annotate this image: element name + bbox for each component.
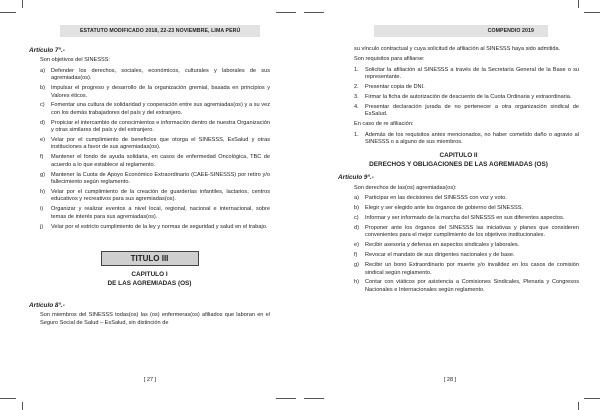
page-number: [ 27 ] (143, 377, 157, 383)
list-item: c) Informar y ser informado de la marcha del SINESSS en sus diferentes aspectos. (354, 215, 565, 222)
running-header-text: COMPENDIO 2019 (487, 28, 534, 34)
chapter-name: DERECHOS Y OBLIGACIONES DE LAS AGREMIADAS (OS) (369, 161, 548, 169)
list-item: f) Revocar el mandato de sus dirigentes nacionales y de base. (354, 252, 515, 259)
reaffiliation-intro: En caso de re afiliación: (354, 121, 414, 128)
article-7-intro: Son objetivos del SINESSS: (40, 57, 110, 64)
article-9-intro: Son derechos de las(os) agremiadas(os): (354, 184, 457, 191)
article-9-title: Artículo 9°.- (338, 174, 374, 182)
requirements-intro: Son requisitos para afiliarse: (354, 56, 425, 63)
list-item: d) Proponer ante los órganos del SINESSS las iniciativas y planes que consideren convenientes para el mejor cumplimiento de los objetivos institucionales. (354, 225, 579, 239)
right-page (300, 0, 600, 410)
list-item: 1. Solicitar la afiliación al SINESSS a través de la Secretaría General de la Base o su representante. (354, 66, 579, 81)
list-item: c) Fomentar una cultura de solidaridad y cooperación entre sus agremiadas(os) y a su vez con los demás trabajadores del país y del extranjero. (40, 102, 270, 116)
list-item: 2. Presentar copia de DNI. (354, 84, 425, 91)
list-item: g) Recibir un bono Extraordinario por muerte y/o invalidez en los casos de comisión sindical según reglamento. (354, 262, 579, 276)
list-item: g) Mantener la Cuota de Apoyo Económico Extraordinario (CAEE-SINESSS) por retiro y/o fallecimiento según reglamento. (40, 171, 270, 186)
running-header-text: ESTATUTO MODIFICADO 2018, 22-23 NOVIEMBRE, LIMA PERÚ (80, 28, 241, 34)
list-item: 3. Firmar la ficha de autorización de descuento de la Cuota Ordinaria y extraordinaria. (354, 94, 572, 101)
article-8-title: Artículo 8°.- (29, 302, 65, 310)
chapter-name: DE LAS AGREMIADAS (OS) (107, 280, 192, 288)
list-item: b) Elegir y ser elegido ante los órganos de gobierno del SINESSS. (354, 205, 523, 212)
list-item: d) Propiciar el intercambio de conocimientos e información dentro de nuestra Organización y otras similares del país y del extranjero. (40, 119, 270, 134)
list-item: e) Velar por el cumplimiento de beneficios que otorga el SINESSS, EsSalud y otras instituciones a favor de sus agremiadas(os). (40, 137, 270, 151)
list-item: a) Defender los derechos, sociales, económicos, culturales y laborales de sus agremiadas(os). (40, 67, 270, 82)
chapter-number: CAPITULO II (439, 152, 478, 160)
list-item: f) Mantener el fondo de ayuda solidaria, en casos de enfermedad Oncológica, TBC de acuerdo a lo que establece al reglamento. (40, 154, 270, 168)
left-page-body (29, 44, 270, 330)
page-number: [ 28 ] (443, 377, 457, 383)
list-item: h) Contar con viáticos por asistencia a Comisiones Sindicales, Plenaria y Congresos Nacionales e Internacionales según reglamento. (354, 279, 579, 293)
list-item: i) Organizar y realizar eventos a nivel local, regional, nacional e internacional, sobre temas de interés para sus agremiadas(os). (40, 206, 270, 220)
running-header (374, 25, 548, 37)
article-7-list (29, 68, 270, 231)
list-item: e) Recibir asesoría y defensa en aspectos sindicales y laborales. (354, 242, 520, 249)
list-item: b) Impulsar el progreso y desarrollo de la organización gremial, basada en principios y Valores éticos. (40, 85, 270, 99)
list-item: 4. Presentar declaración jurada de no pertenecer a otra organización sindical de EsSalud. (354, 103, 579, 118)
list-item: 1. Además de los requisitos antes mencionados, no haber cometido daño o agravio al SINESSS o a alguno de sus miembros. (354, 131, 579, 146)
reaffiliation-list (338, 132, 579, 147)
article-9-list (338, 195, 579, 294)
chapter-number: CAPITULO I (131, 271, 168, 279)
article-8-continuation: su vínculo contractual y cuya solicitud de afiliación al SINESSS haya sido admitida. (354, 46, 561, 52)
list-item: j) Velar por el estricto cumplimiento de la ley y normas de seguridad y salud en el trabajo. (40, 223, 268, 230)
title-box: TITULO III (101, 251, 199, 266)
article-7-title: Artículo 7°.- (29, 47, 65, 54)
right-page-body (338, 44, 579, 297)
list-item: a) Participar en las decisiones del SINESSS con voz y voto. (354, 195, 507, 202)
requirements-list (338, 67, 579, 119)
running-header (60, 25, 260, 37)
article-8-text: Son miembros del SINESSS todas(os) las (os) enfermeras(os) afiliados que laboran en el Seguro Social de Salud – EsSalud, sin distinción de (40, 312, 270, 326)
list-item: h) Velar por el cumplimiento de la creación de guarderías infantiles, lactarios, centros educativos y recreativos para sus agremiadas(os). (40, 189, 270, 203)
